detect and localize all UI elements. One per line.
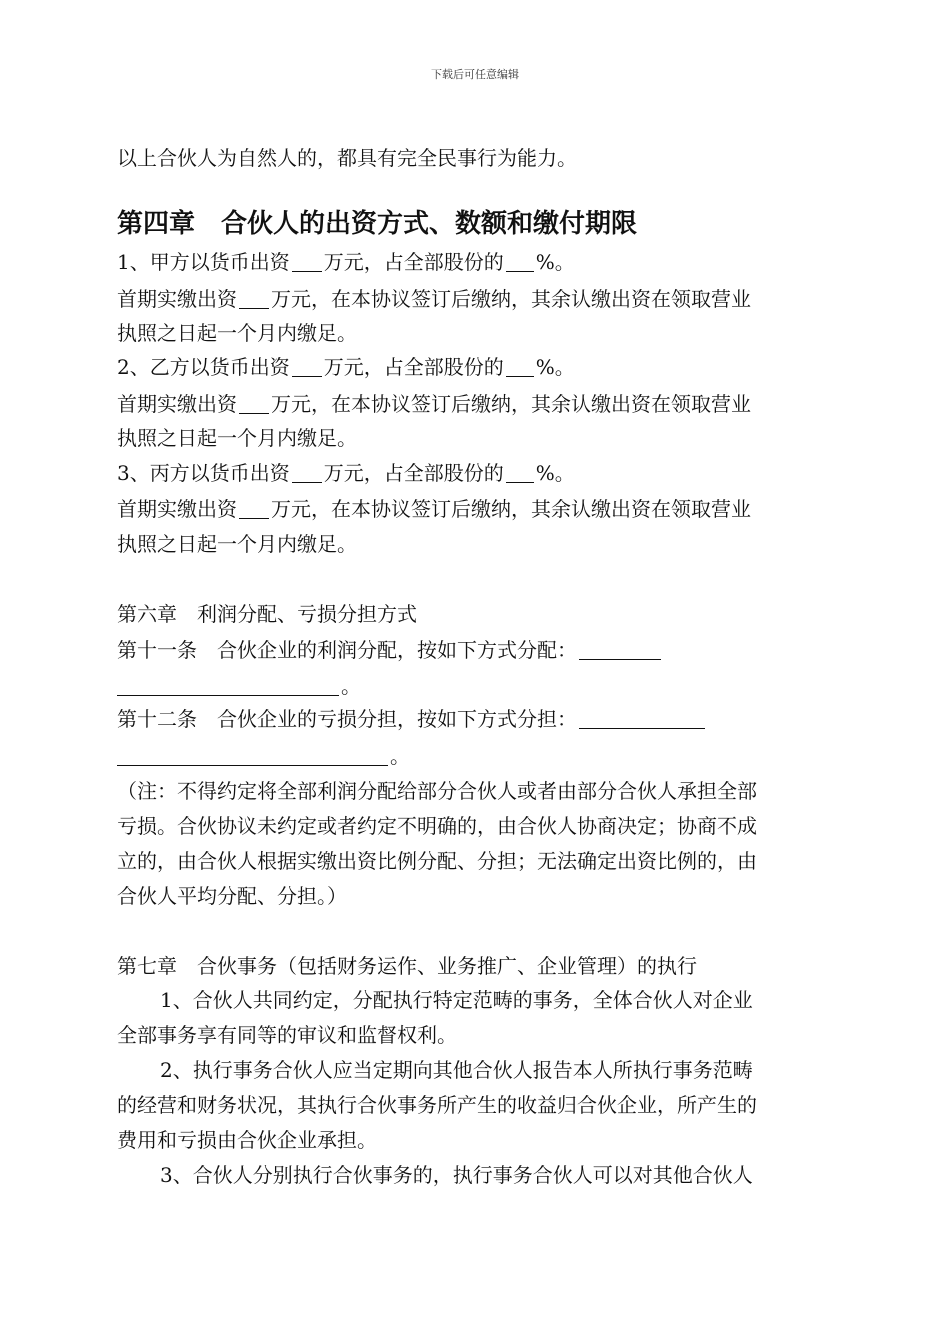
blank-percent (506, 462, 534, 483)
note-line: （注：不得约定将全部利润分配给部分合伙人或者由部分合伙人承担全部 (117, 779, 757, 803)
chapter-7-title: 第七章 合伙事务（包括财务运作、业务推广、企业管理）的执行 (117, 954, 697, 978)
contribution-line-party-c (117, 460, 575, 486)
chapter-6-title: 第六章 利润分配、亏损分担方式 (117, 602, 417, 626)
contribution-text: 万元，占全部股份的 (323, 250, 504, 274)
chapter-7-paragraph-line: 2、执行事务合伙人应当定期向其他合伙人报告本人所执行事务范畴 (160, 1058, 753, 1082)
blank-amount (292, 462, 322, 483)
contribution-text: 万元，占全部股份的 (323, 461, 504, 485)
blank-profit-distribution (579, 639, 661, 660)
page-header: 下载后可任意编辑 (431, 68, 519, 81)
blank-amount (239, 498, 269, 519)
payment-deadline-line: 执照之日起一个月内缴足。 (117, 321, 357, 345)
contribution-text: %。 (535, 250, 575, 274)
chapter-7-paragraph-line: 费用和亏损由合伙企业承担。 (117, 1128, 377, 1152)
first-payment-line (117, 391, 751, 417)
payment-text: 万元，在本协议签订后缴纳，其余认缴出资在领取营业 (271, 497, 751, 521)
note-line: 合伙人平均分配、分担。） (117, 884, 347, 908)
first-payment-line (117, 286, 751, 312)
chapter-7-paragraph-line: 全部事务享有同等的审议和监督权利。 (117, 1023, 457, 1047)
blank-percent (506, 356, 534, 377)
contribution-text: 2、乙方以货币出资 (117, 355, 290, 379)
blank-amount (292, 356, 322, 377)
note-line: 亏损。合伙协议未约定或者约定不明确的，由合伙人协商决定；协商不成 (117, 814, 757, 838)
article-11-continuation (117, 673, 361, 699)
contribution-text: 3、丙方以货币出资 (117, 461, 290, 485)
payment-text: 首期实缴出资 (117, 392, 237, 416)
contribution-line-party-a (117, 249, 575, 275)
contribution-line-party-b (117, 354, 575, 380)
blank-percent (506, 251, 534, 272)
payment-text: 首期实缴出资 (117, 287, 237, 311)
payment-text: 首期实缴出资 (117, 497, 237, 521)
article-12-text: 第十二条 合伙企业的亏损分担，按如下方式分担： (117, 707, 577, 731)
note-line: 立的，由合伙人根据实缴出资比例分配、分担；无法确定出资比例的，由 (117, 849, 757, 873)
contribution-text: 1、甲方以货币出资 (117, 250, 290, 274)
contribution-text: %。 (535, 355, 575, 379)
article-11-line (117, 637, 663, 663)
article-11-text: 第十一条 合伙企业的利润分配，按如下方式分配： (117, 638, 577, 662)
payment-text: 万元，在本协议签订后缴纳，其余认缴出资在领取营业 (271, 287, 751, 311)
blank-profit-distribution (117, 675, 339, 696)
first-payment-line (117, 496, 751, 522)
blank-amount (239, 393, 269, 414)
paragraph-capacity: 以上合伙人为自然人的，都具有完全民事行为能力。 (117, 146, 577, 170)
period: 。 (341, 674, 361, 698)
blank-loss-sharing (579, 708, 705, 729)
chapter-4-title: 第四章 合伙人的出资方式、数额和缴付期限 (117, 209, 638, 239)
blank-amount (292, 251, 322, 272)
chapter-7-paragraph-line: 的经营和财务状况，其执行合伙事务所产生的收益归合伙企业，所产生的 (117, 1093, 757, 1117)
chapter-7-paragraph-line: 1、合伙人共同约定，分配执行特定范畴的事务，全体合伙人对企业 (160, 988, 753, 1012)
blank-amount (239, 288, 269, 309)
payment-deadline-line: 执照之日起一个月内缴足。 (117, 426, 357, 450)
contribution-text: %。 (535, 461, 575, 485)
payment-deadline-line: 执照之日起一个月内缴足。 (117, 532, 357, 556)
article-12-line (117, 706, 707, 732)
payment-text: 万元，在本协议签订后缴纳，其余认缴出资在领取营业 (271, 392, 751, 416)
blank-loss-sharing (117, 745, 388, 766)
contribution-text: 万元，占全部股份的 (323, 355, 504, 379)
article-12-continuation (117, 743, 410, 769)
chapter-7-paragraph-line: 3、合伙人分别执行合伙事务的，执行事务合伙人可以对其他合伙人 (160, 1163, 753, 1187)
period: 。 (390, 744, 410, 768)
